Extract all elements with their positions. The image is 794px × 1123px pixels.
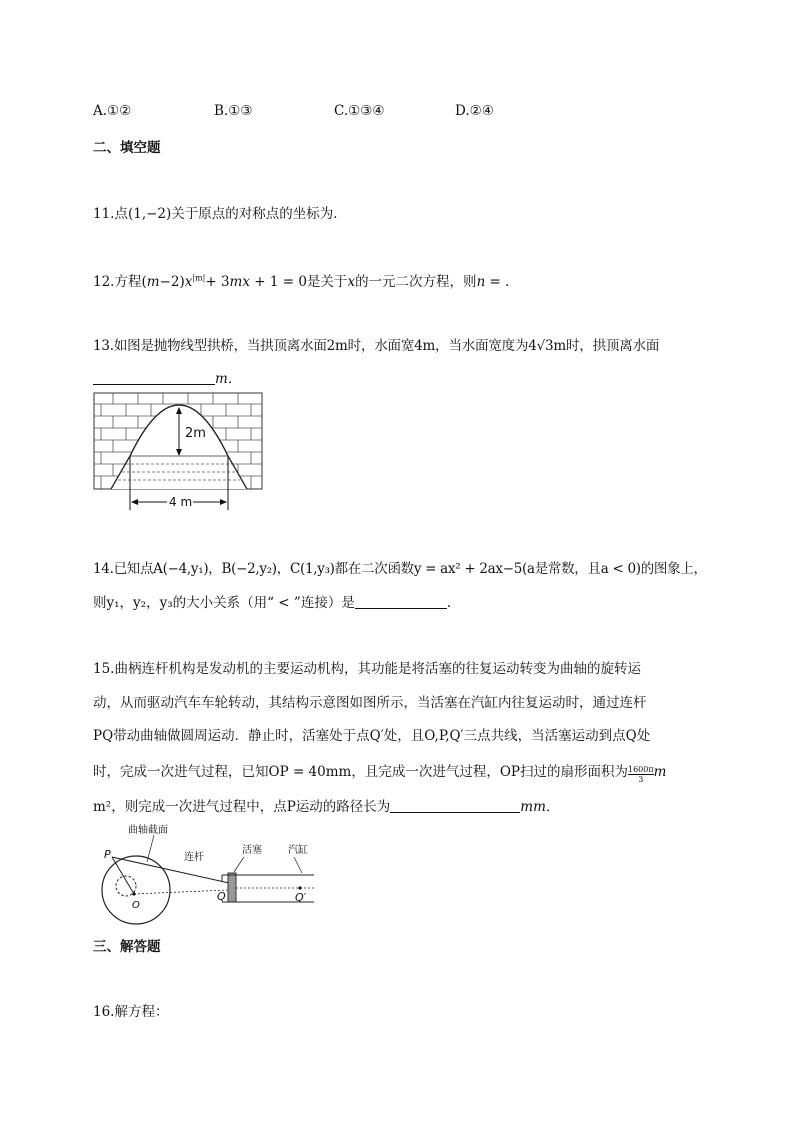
answer-blank[interactable] [93, 370, 215, 385]
rod-label: 连杆 [184, 852, 204, 863]
q12-var-mx: mx [229, 274, 250, 290]
question-15-line3: PQ带动曲轴做圆周运动．静止时，活塞处于点Q′处，且O,P,Q′三点共线，当活塞运动到点Q处 [93, 728, 651, 744]
question-15-line2: 动，从而驱动汽车车轮转动，其结构示意图如图所示，当活塞在汽缸内往复运动时，通过连杆 [93, 695, 647, 711]
question-11: 11.点(1,−2)关于原点的对称点的坐标为． [93, 206, 347, 222]
option-c: C.①③④ [334, 103, 385, 119]
width-label: 4 m [169, 495, 193, 509]
q15-unit: mm． [520, 799, 560, 815]
arch-bridge-figure [93, 392, 265, 514]
q13-unit: m． [215, 371, 242, 387]
question-12 [93, 270, 519, 290]
sector-area-fraction [628, 765, 654, 784]
question-15-line5 [93, 795, 559, 815]
q12-text: + 3 [205, 274, 230, 290]
answer-blank[interactable] [390, 798, 520, 813]
question-15-line1: 15.曲柄连杆机构是发动机的主要运动机构，其功能是将活塞的往复运动转变为曲轴的旋转运 [93, 661, 641, 677]
fraction-numerator: 1600π [627, 765, 654, 774]
q12-text: −2) [159, 274, 185, 290]
point-o-label: O [132, 900, 140, 911]
q12-text: + 1 = 0是关于 [249, 274, 348, 290]
q12-var-x: x [184, 274, 193, 290]
fraction-denominator: 3 [638, 775, 644, 784]
piston-label: 活塞 [242, 845, 262, 856]
question-14-line2 [93, 591, 451, 611]
question-13: 13.如图是抛物线型拱桥，当拱顶离水面2m时，水面宽4m，当水面宽度为4√3m时，拱顶离水面 [93, 338, 660, 354]
q12-var-m: m [146, 274, 160, 290]
answer-blank[interactable] [355, 594, 447, 609]
option-d: D.②④ [455, 103, 494, 119]
point-q-label: Q [217, 890, 226, 903]
q12-exponent: |m| [192, 273, 206, 283]
q15-text: m²，则完成一次进气过程中，点P运动的路径长为 [93, 799, 391, 815]
question-14-line1: 14.已知点A(−4,y₁)，B(−2,y₂)，C(1,y₃)都在二次函数y = ax² + 2ax−5(a是常数，且a < 0)的图象上， [93, 561, 707, 577]
q15-text: 时，完成一次进气过程，已知OP = 40mm，且完成一次进气过程，OP扫过的扇形面积为 [93, 764, 628, 780]
crank-mechanism-figure [92, 820, 314, 926]
option-b: B.①③ [214, 103, 253, 119]
section-title-fill-in: 二、填空题 [93, 140, 161, 156]
q15-unit: m [653, 764, 667, 780]
q12-var-x: x [347, 274, 356, 290]
height-label: 2m [185, 426, 206, 441]
section-title-answer: 三、解答题 [93, 939, 161, 955]
question-16: 16.解方程： [93, 1004, 169, 1020]
point-p-label: P [104, 848, 111, 861]
point-q-prime-label: Q′ [295, 891, 307, 904]
crank-label: 曲轴截面 [128, 825, 168, 836]
option-a: A.①② [93, 103, 132, 119]
q14-period: . [446, 595, 452, 611]
q12-text: 12.方程( [93, 274, 147, 290]
q12-text: = ． [485, 274, 519, 290]
q14-text: 则y₁，y₂，y₃的大小关系（用“ < ”连接）是 [93, 595, 355, 611]
q12-var-n: n [476, 274, 486, 290]
question-15-line4 [93, 760, 666, 784]
cylinder-label: 汽缸 [288, 845, 308, 856]
q12-text: 的一元二次方程，则 [355, 274, 477, 290]
q13-answer-line [93, 367, 241, 387]
